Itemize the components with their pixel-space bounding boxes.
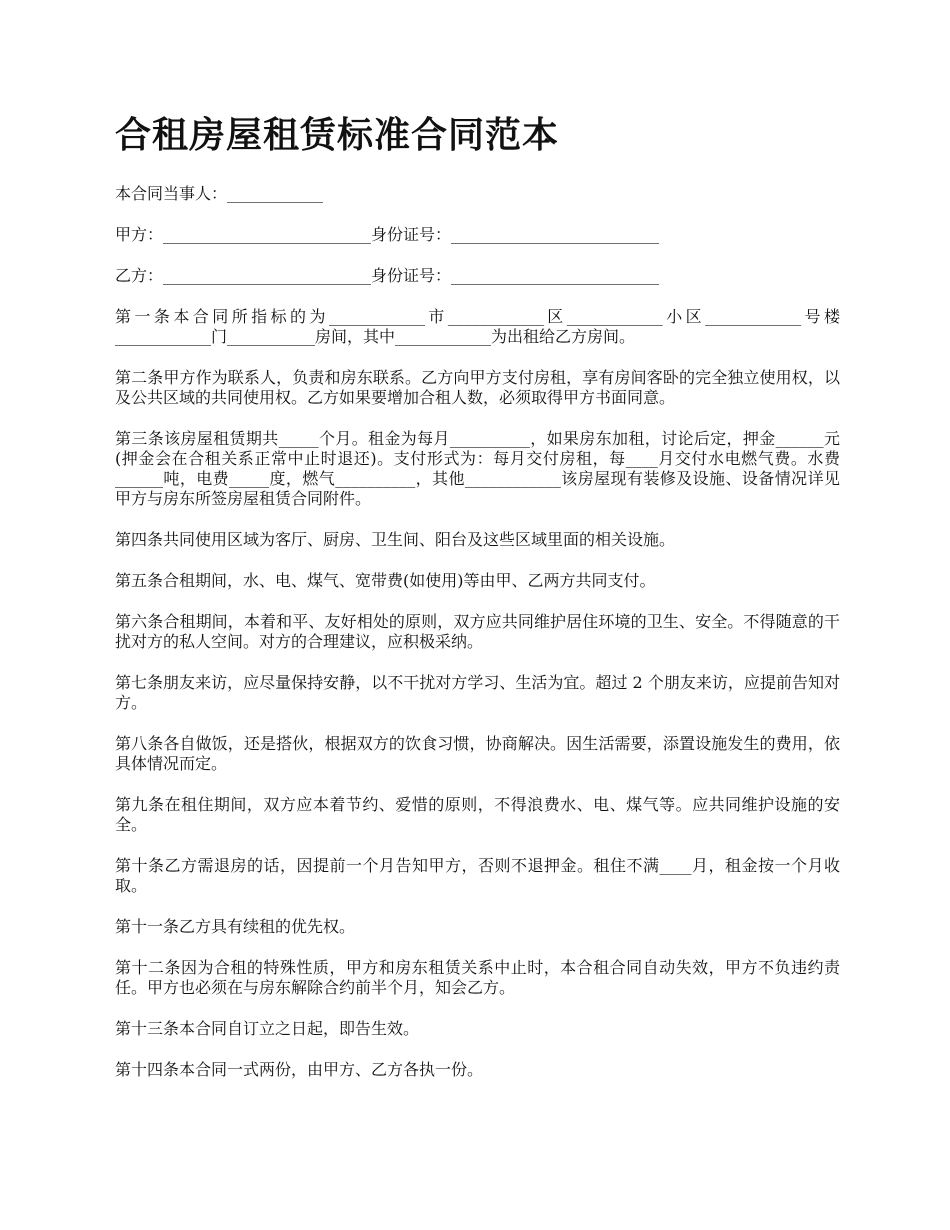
- article-2: 第二条甲方作为联系人，负责和房东联系。乙方向甲方支付房租，享有房间客卧的完全独立使用权，以及公共区域的共同使用权。乙方如果要增加合租人数，必须取得甲方书面同意。: [115, 368, 840, 407]
- article-11: 第十一条乙方具有续租的优先权。: [115, 917, 356, 936]
- article-10: 第十条乙方需退房的话，因提前一个月告知甲方，否则不退押金。租住不满____月，租金按一个月收取。: [115, 856, 840, 895]
- article-4: 第四条共同使用区域为客厅、厨房、卫生间、阳台及这些区域里面的相关设施。: [115, 530, 676, 549]
- document-title: 合租房屋租赁标准合同范本: [115, 115, 560, 156]
- article-1: 第一条本合同所指标的为____________市____________区____________小区____________号楼____________门___________房间，其中____________为出租给乙方房间。: [115, 307, 840, 346]
- article-13: 第十三条本合同自订立之日起，即告生效。: [115, 1019, 420, 1038]
- article-6: 第六条合租期间，本着和平、友好相处的原则，双方应共同维护居住环境的卫生、安全。不得随意的干扰对方的私人空间。对方的合理建议，应积极采纳。: [115, 612, 840, 651]
- article-14: 第十四条本合同一式两份，由甲方、乙方各执一份。: [115, 1060, 484, 1079]
- article-9: 第九条在租住期间，双方应本着节约、爱惜的原则，不得浪费水、电、煤气等。应共同维护设施的安全。: [115, 795, 840, 834]
- article-5: 第五条合租期间，水、电、煤气、宽带费(如使用)等由甲、乙两方共同支付。: [115, 571, 656, 590]
- article-3: 第三条该房屋租赁期共_____个月。租金为每月__________，如果房东加租，讨论后定，押金______元(押金会在合租关系正常中止时退还)。支付形式为：每月交付房租，每____月交付水电燃气费。水费______吨，电费_____度，燃气__________，其他____________该房屋现有装修及设施、设备情况详见甲方与房东所签房屋租赁合同附件。: [115, 429, 840, 508]
- article-12: 第十二条因为合租的特殊性质，甲方和房东租赁关系中止时，本合租合同自动失效，甲方不负违约责任。甲方也必须在与房东解除合约前半个月，知会乙方。: [115, 958, 840, 997]
- article-7: 第七条朋友来访，应尽量保持安静，以不干扰对方学习、生活为宜。超过 2 个朋友来访，应提前告知对方。: [115, 673, 840, 712]
- article-8: 第八条各自做饭，还是搭伙，根据双方的饮食习惯，协商解决。因生活需要，添置设施发生的费用，依具体情况而定。: [115, 734, 840, 773]
- document-page: [115, 112, 840, 1101]
- parties-line: 本合同当事人：____________: [115, 184, 324, 203]
- party-a-line: 甲方：__________________________身份证号：__________________________: [115, 225, 660, 244]
- party-b-line: 乙方：__________________________身份证号：__________________________: [115, 266, 660, 285]
